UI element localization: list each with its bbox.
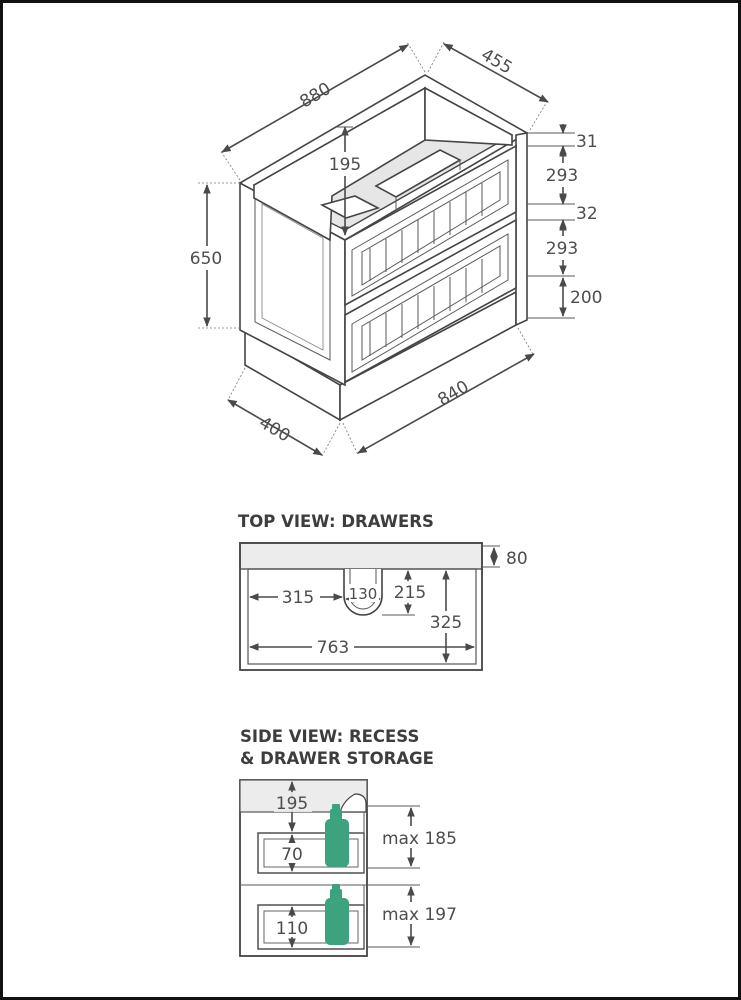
dim-195-side-label: 195: [275, 794, 309, 814]
dim-763: [250, 636, 474, 658]
dim-455-label: 455: [477, 44, 516, 79]
dim-325-label: 325: [429, 613, 463, 633]
dim-215: [382, 571, 430, 615]
dim-195-label: 195: [328, 155, 362, 175]
side-view-heading-line2: & DRAWER STORAGE: [240, 749, 434, 768]
dim-880-label: 880: [296, 78, 335, 113]
dim-293-lower-label: 293: [545, 239, 579, 259]
dim-400-label: 400: [255, 412, 294, 447]
dim-max-197: [367, 885, 460, 947]
dim-315: [250, 585, 342, 608]
dim-31-label: 31: [576, 132, 598, 152]
dim-215-label: 215: [393, 583, 427, 603]
top-view: [238, 512, 528, 670]
dim-763-label: 763: [316, 638, 350, 658]
dim-max-197-label: max 197: [382, 905, 457, 925]
dim-840-label: 840: [434, 376, 473, 411]
dim-max-185: [367, 806, 460, 868]
dim-650-label: 650: [189, 249, 223, 269]
side-view: [240, 727, 460, 956]
dim-chain-right: [527, 124, 602, 318]
dim-32-label: 32: [576, 204, 598, 224]
side-view-heading-line1: SIDE VIEW: RECESS: [240, 727, 420, 746]
dim-650: [186, 183, 240, 328]
dim-325: [424, 571, 466, 662]
dim-110-label: 110: [275, 919, 309, 939]
dim-130: [346, 584, 380, 603]
dim-70-label: 70: [281, 845, 303, 865]
dim-max-185-label: max 185: [382, 829, 457, 849]
dim-315-label: 315: [281, 588, 315, 608]
dim-80: [482, 546, 528, 569]
dim-80-label: 80: [506, 549, 528, 569]
isometric-view: [186, 42, 602, 456]
dim-293-upper-label: 293: [545, 166, 579, 186]
dim-200-label: 200: [570, 288, 603, 308]
dim-130-label: 130: [348, 585, 378, 603]
top-view-heading: TOP VIEW: DRAWERS: [238, 512, 434, 531]
